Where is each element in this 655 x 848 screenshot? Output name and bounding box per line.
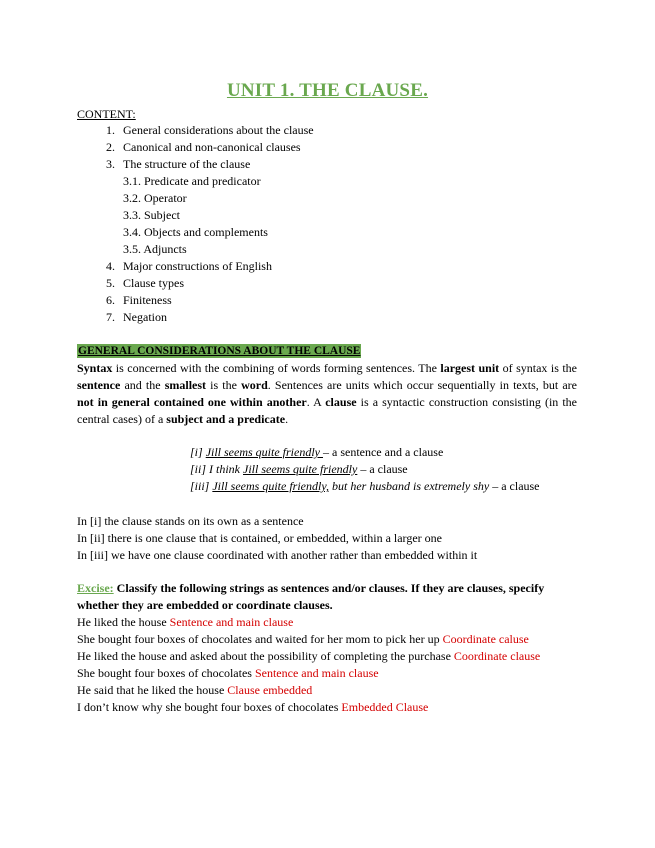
content-label: CONTENT:	[77, 107, 136, 121]
paragraph-text: is the	[206, 378, 242, 392]
page-title: UNIT 1. THE CLAUSE.	[226, 80, 429, 101]
list-text: Major constructions of English	[123, 259, 272, 273]
term-clause: clause	[325, 395, 357, 409]
list-number: 7.	[106, 310, 115, 324]
example-line	[190, 478, 540, 495]
example-clause: Jill seems quite friendly	[243, 462, 358, 476]
example-prefix: [ii]	[190, 462, 210, 476]
exercise-answer: Clause embedded	[227, 683, 313, 697]
term-smallest: smallest	[164, 378, 207, 392]
paragraph-text: is a syntactic construction consisting (in the central cases) of a	[77, 395, 578, 426]
exercise-item-text: He liked the house and asked about the possibility of completing the purchase	[77, 649, 454, 663]
exercise-item	[77, 614, 577, 631]
list-number: 6.	[106, 293, 115, 307]
exercise-item-text: I don’t know why she bought four boxes of chocolates	[77, 700, 342, 714]
exercise-item	[77, 682, 577, 699]
list-text: Clause types	[123, 276, 184, 290]
explanation-line: In [iii] we have one clause coordinated with another rather than embedded within it	[77, 548, 478, 562]
paragraph-text: is concerned with the combining of words forming sentences. The	[112, 361, 441, 375]
list-subitem	[77, 173, 314, 190]
list-subitem	[77, 207, 314, 224]
list-number: 3.	[106, 157, 115, 171]
paragraph-text: .	[285, 412, 289, 426]
list-number: 2.	[106, 140, 115, 154]
explanation-line: In [ii] there is one clause that is contained, or embedded, within a larger one	[77, 531, 442, 545]
exercise-answer: Sentence and main clause	[169, 615, 294, 629]
list-text: 3.4. Objects and complements	[123, 225, 268, 239]
exercise-answer: Sentence and main clause	[254, 666, 379, 680]
example-description: – a clause	[489, 479, 540, 493]
paragraph-text: . Sentences are units which occur sequentially in texts, but are	[267, 378, 577, 392]
exercise-answer: Embedded Clause	[341, 700, 429, 714]
exercise-heading	[77, 580, 577, 614]
intro-paragraph	[77, 360, 577, 428]
exercise-item	[77, 648, 577, 665]
example-prefix: [iii]	[190, 479, 213, 493]
list-text: General considerations about the clause	[123, 123, 314, 137]
paragraph-text: of syntax is the	[499, 361, 577, 375]
paragraph-text: . A	[306, 395, 326, 409]
list-item	[77, 139, 314, 156]
example-description: – a clause	[357, 462, 408, 476]
explanation-line: In [i] the clause stands on its own as a sentence	[77, 514, 304, 528]
exercise-item-text: He liked the house	[77, 615, 170, 629]
list-text: 3.5. Adjuncts	[123, 242, 187, 256]
term-not-contained: not in general contained one within another	[77, 395, 307, 409]
paragraph-text: and the	[120, 378, 165, 392]
list-subitem	[77, 241, 314, 258]
exercise-answer: Coordinate caluse	[442, 632, 529, 646]
list-subitem	[77, 224, 314, 241]
term-sentence: sentence	[77, 378, 121, 392]
example-clause: Jill seems quite friendly,	[212, 479, 329, 493]
list-item	[77, 258, 314, 275]
contents-list	[77, 122, 314, 326]
list-number: 5.	[106, 276, 115, 290]
list-subitem	[77, 190, 314, 207]
exercise-item	[77, 631, 577, 648]
section-heading: GENERAL CONSIDERATIONS ABOUT THE CLAUSE	[78, 345, 361, 357]
exercise-item	[77, 665, 577, 682]
example-description: – a sentence and a clause	[323, 445, 444, 459]
exercise-answer: Coordinate clause	[453, 649, 541, 663]
list-item	[77, 292, 314, 309]
exercise-block	[77, 580, 577, 716]
examples-block	[190, 444, 540, 495]
list-text: The structure of the clause	[123, 157, 251, 171]
term-largest-unit: largest unit	[440, 361, 500, 375]
term-word: word	[241, 378, 268, 392]
example-clause: Jill seems quite friendly	[205, 445, 323, 459]
exercise-label: Excise:	[77, 581, 114, 595]
list-number: 4.	[106, 259, 115, 273]
example-prefix: [i]	[190, 445, 206, 459]
list-item	[77, 156, 314, 173]
list-text: Negation	[123, 310, 167, 324]
list-text: 3.1. Predicate and predicator	[123, 174, 261, 188]
example-line	[190, 461, 540, 478]
list-item	[77, 122, 314, 139]
term-subject-predicate: subject and a predicate	[166, 412, 286, 426]
example-pre: I think	[209, 462, 244, 476]
exercise-item	[77, 699, 577, 716]
explanations-block	[77, 513, 477, 564]
list-text: 3.2. Operator	[123, 191, 187, 205]
example-post: but her husband is extremely shy	[329, 479, 490, 493]
term-syntax: Syntax	[77, 361, 113, 375]
exercise-item-text: He said that he liked the house	[77, 683, 228, 697]
list-item	[77, 275, 314, 292]
exercise-instruction: Classify the following strings as sentences and/or clauses. If they are clauses, specify whether they are embedded or coordinate clauses.	[77, 581, 545, 612]
exercise-item-text: She bought four boxes of chocolates and waited for her mom to pick her up	[77, 632, 443, 646]
list-text: 3.3. Subject	[123, 208, 180, 222]
exercise-item-text: She bought four boxes of chocolates	[77, 666, 255, 680]
list-item	[77, 309, 314, 326]
list-text: Finiteness	[123, 293, 172, 307]
list-text: Canonical and non-canonical clauses	[123, 140, 301, 154]
example-line	[190, 444, 540, 461]
list-number: 1.	[106, 123, 115, 137]
